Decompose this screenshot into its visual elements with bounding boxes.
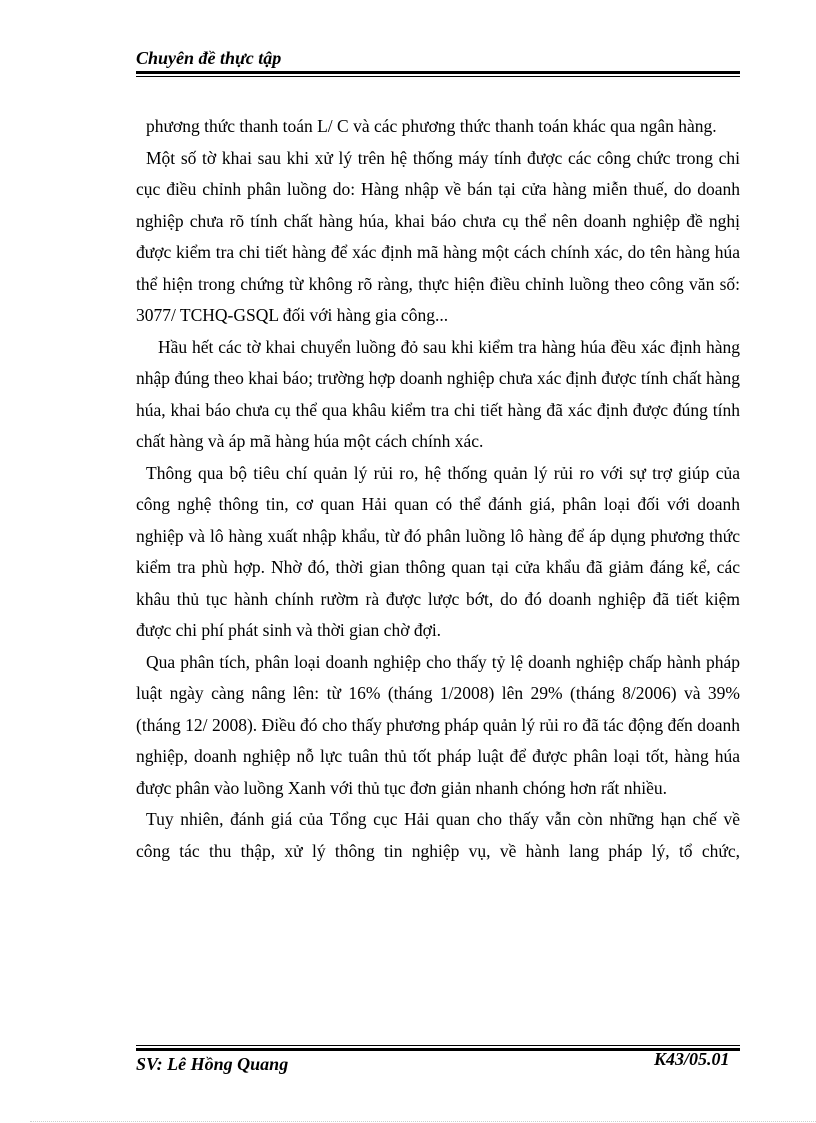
paragraph-6: Tuy nhiên, đánh giá của Tổng cục Hải quan cho thấy vẫn còn những hạn chế về công tác thu thập, xử lý thông tin nghiệp vụ, về hành lang pháp lý, tổ chức,: [136, 809, 740, 861]
page-header-title: Chuyên đề thực tập: [136, 48, 282, 68]
paragraph-4: Thông qua bộ tiêu chí quản lý rủi ro, hệ thống quản lý rủi ro với sự trợ giúp của công nghệ thông tin, cơ quan Hải quan có thể đánh giá, phân loại đối với doanh nghiệp và lô hàng xuất nhập khẩu, từ đó phân luồng lô hàng để áp dụng phương thức kiểm tra phù hợp. Nhờ đó, thời gian thông quan tại cửa khẩu đã giảm đáng kể, các khâu thủ tục hành chính rườm rà được lược bớt, do đó doanh nghiệp đã tiết kiệm được chi phí phát sinh và thời gian chờ đợi.: [136, 462, 740, 640]
footer-class-code: K43/05.01: [654, 1049, 730, 1069]
body-text: [136, 111, 740, 867]
header-rule-thick: [136, 71, 740, 74]
footer-rule-thin: [136, 1045, 740, 1046]
header-rule-thin: [136, 76, 740, 77]
paragraph-2: Một số tờ khai sau khi xử lý trên hệ thống máy tính được các công chức trong chi cục điều chỉnh phân luồng do: Hàng nhập về bán tại cửa hàng miễn thuế, do doanh nghiệp chưa rõ tính chất hàng húa, khai báo chưa cụ thể nên doanh nghiệp đề nghị được kiểm tra chi tiết hàng để xác định mã hàng một cách chính xác, do tên hàng húa thể hiện trong chứng từ không rõ ràng, thực hiện điều chỉnh luồng theo công văn số: 3077/ TCHQ-GSQL đối với hàng gia công...: [136, 147, 740, 325]
footer-student-name: SV: Lê Hồng Quang: [136, 1054, 289, 1074]
page-edge-divider: [30, 1121, 816, 1122]
paragraph-5: Qua phân tích, phân loại doanh nghiệp cho thấy tỷ lệ doanh nghiệp chấp hành pháp luật ngày càng nâng lên: từ 16% (tháng 1/2008) lên 29% (tháng 8/2006) và 39% (tháng 12/ 2008). Điều đó cho thấy phương pháp quản lý rủi ro đã tác động đến doanh nghiệp, doanh nghiệp nỗ lực tuân thủ tốt pháp luật để được phân loại tốt, hàng húa được phân vào luồng Xanh với thủ tục đơn giản nhanh chóng hơn rất nhiều.: [136, 651, 740, 798]
paragraph-3: Hầu hết các tờ khai chuyển luồng đỏ sau khi kiểm tra hàng húa đều xác định hàng nhập đúng theo khai báo; trường hợp doanh nghiệp chưa xác định được tính chất hàng húa, khai báo chưa cụ thể qua khâu kiểm tra chi tiết hàng đã xác định được đúng tính chất hàng và áp mã hàng húa một cách chính xác.: [136, 336, 740, 451]
footer-rule-thick: [136, 1048, 740, 1051]
paragraph-1: phương thức thanh toán L/ C và các phương thức thanh toán khác qua ngân hàng.: [146, 116, 717, 136]
